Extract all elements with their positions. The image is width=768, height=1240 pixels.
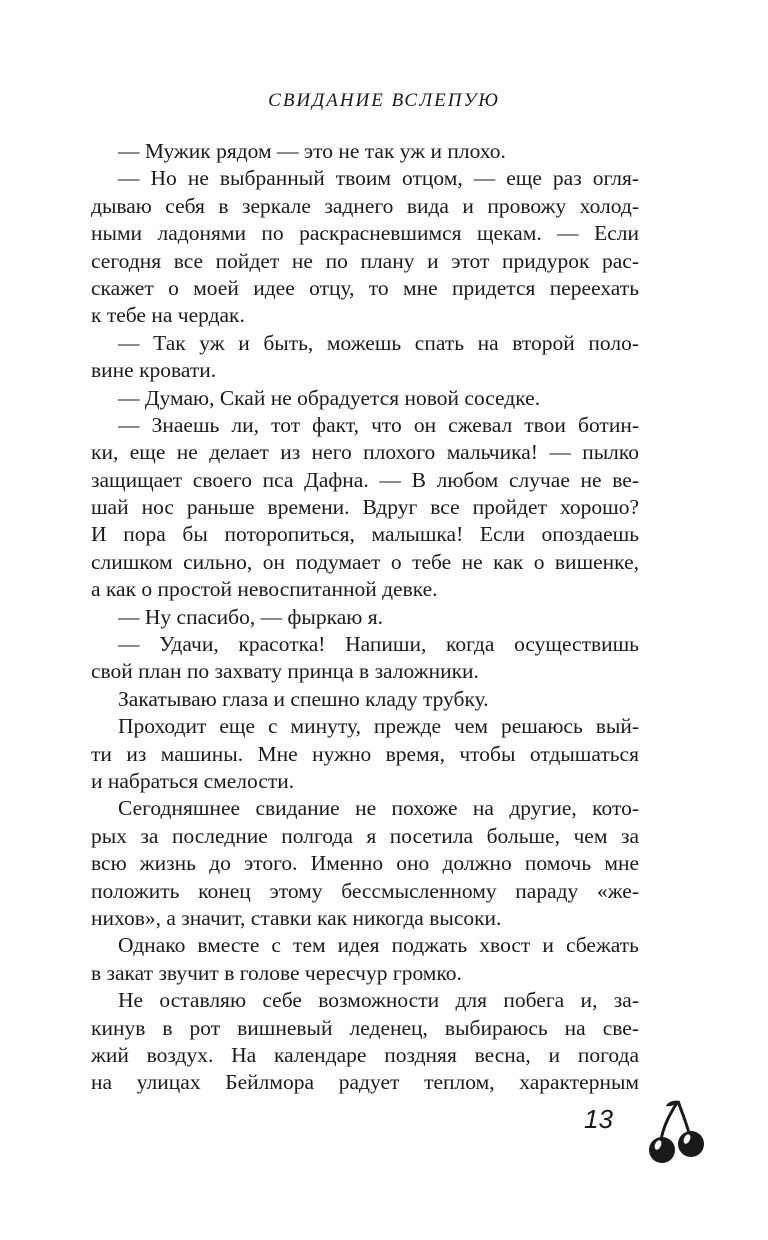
text-line: к тебе на чердак. [91,303,245,328]
text-line: рых за последние полгода я посетила больше, чем за [91,823,639,848]
page-number: 13 [584,1104,613,1134]
text-line: ки, еще не делает из него плохого мальчика! — пылко [91,440,639,465]
text-line: положить конец этому бессмысленному параду «же- [91,878,639,903]
cherry-icon [642,1097,708,1165]
text-line: — Мужик рядом — это не так уж и плохо. [118,139,506,163]
text-line: шай нос раньше времени. Вдруг все пройдет хорошо? [91,495,639,520]
text-line: ти из машины. Мне нужно время, чтобы отдышаться [91,741,639,766]
text-line: И пора бы поторопиться, малышка! Если опоздаешь [91,522,639,547]
text-line: — Думаю, Скай не обрадуется новой соседке. [118,385,541,410]
text-line: — Но не выбранный твоим отцом, — еще раз огля- [118,166,639,191]
text-line: слишком сильно, он подумает о тебе не как о вишенке, [91,549,639,574]
text-line: а как о простой невоспитанной девке. [91,577,438,602]
text-line: Закатываю глаза и спешно кладу трубку. [118,686,489,711]
text-line: скажет о моей идее отцу, то мне придется переехать [91,275,639,300]
text-line: и набраться смелости. [91,768,295,793]
running-header: СВИДАНИЕ ВСЛЕПУЮ [268,90,500,111]
text-line: кинув в рот вишневый леденец, выбираюсь на све- [91,1015,639,1040]
text-line: — Знаешь ли, тот факт, что он сжевал твои ботин- [118,412,639,437]
text-line: свой план по захвату принца в заложники. [91,659,479,684]
text-line: ными ладонями по раскрасневшимся щекам. — Если [91,221,639,246]
body-text [91,138,639,1097]
text-line: Сегодняшнее свидание не похоже на другие, кото- [118,796,639,821]
text-line: дываю себя в зеркале заднего вида и провожу холод- [91,193,639,218]
text-line: — Ну спасибо, — фыркаю я. [118,604,383,629]
text-line: защищает своего пса Дафна. — В любом случае не ве- [91,467,639,492]
text-line: всю жизнь до этого. Именно оно должно помочь мне [91,851,639,876]
text-line: на улицах Бейлмора радует теплом, характерным [91,1070,639,1095]
text-line: — Так уж и быть, можешь спать на второй поло- [118,330,639,355]
text-line: Не оставляю себе возможности для побега и, за- [118,988,639,1013]
text-line: сегодня все пойдет не по плану и этот придурок рас- [91,248,639,273]
text-line: вине кровати. [91,358,217,383]
text-line: Однако вместе с тем идея поджать хвост и сбежать [118,933,639,958]
text-line: нихов», а значит, ставки как никогда высоки. [91,905,502,930]
text-line: жий воздух. На календаре поздняя весна, и погода [91,1042,639,1067]
text-line: в закат звучит в голове чересчур громко. [91,960,462,985]
text-line: Проходит еще с минуту, прежде чем решаюсь вый- [118,714,639,739]
text-line: — Удачи, красотка! Напиши, когда осуществишь [118,632,639,657]
